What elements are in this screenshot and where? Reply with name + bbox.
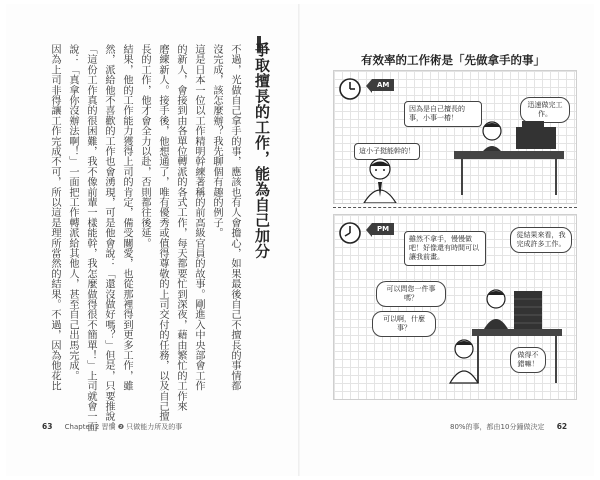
text-column: 長的工作，他才會全力以赴，否則都往後延。	[139, 44, 150, 248]
running-head: Chapter 2 習慣 ❷ 只做能力所及的事	[64, 423, 183, 431]
thought-bubble: 雖然不拿手，慢慢做吧！好像還有時間可以讓我前畫。	[404, 231, 486, 266]
speech-bubble: 可以問您一件事嗎？	[376, 281, 446, 307]
speech-bubble: 從結果來看，我完成許多工作。	[510, 227, 572, 253]
left-page	[6, 4, 300, 476]
right-page	[300, 4, 594, 476]
panel-divider	[333, 207, 577, 208]
worker-at-desk-illustration	[454, 117, 564, 197]
time-tag-am: AM	[372, 79, 394, 91]
left-footer	[42, 422, 182, 432]
speech-bubble: 做得不錯嘛！	[510, 347, 546, 373]
text-column: 的新人，會接到由各單位轉派的各式工作，每天都要忙到深夜，藉由繁忙的工作來	[175, 44, 186, 412]
text-column: 磨練新人。接手後，他想通了，唯有優秀或值得尊敬的上司交付的任務，以及自己擅	[157, 44, 168, 422]
running-head: 80%的事，都由10分鐘做決定	[450, 423, 545, 431]
text-column: 結果，他的工作能力獲得上司的肯定，備受關愛，也從那裡得到更多工作，雖	[121, 44, 132, 391]
comic-panel-am	[333, 70, 577, 204]
text-column: 不過，光做自己拿手的事，應該也有人會擔心，如果最後自己不擅長的事情都	[229, 44, 240, 391]
section-heading: 爭取擅長的工作，能為自己加分	[253, 42, 271, 259]
comic-title: 有效率的工作術是「先做拿手的事」	[361, 53, 545, 67]
clock-icon	[338, 77, 362, 101]
text-column: 這是日本一位以工作精明幹練著稱的前高級官員的故事。剛進入中央部會工作	[193, 44, 204, 391]
busy-worker-illustration	[442, 273, 572, 393]
time-tag-pm: PM	[372, 223, 394, 235]
speech-bubble: 因為是自己擅長的事，小事一樁！	[404, 101, 482, 127]
speech-bubble: 可以啊，什麼事？	[372, 311, 436, 337]
text-column: 沒完成，該怎麼辦？我先聊個有趣的例子。	[211, 44, 222, 238]
text-column: 說：「真拿你沒辦法啊！」一面把工作轉派給其他人，甚至自己出馬完成。	[67, 44, 78, 381]
text-column: 因為上司非得讓工作完成不可，所以這是理所當然的結果。不過，因為他花比	[49, 44, 60, 391]
comic-panel-pm	[333, 214, 577, 400]
text-column: 然，派給他不喜歡的工作也會湧現，可是他會說：「還沒做好嗎？」但是，只要推說：	[103, 44, 114, 432]
boss-illustration	[352, 157, 412, 203]
clock-icon	[338, 221, 362, 245]
right-footer	[450, 422, 567, 432]
speech-bubble: 這小子挺能幹的！	[354, 143, 420, 160]
text-column: 「這份工作真的很困難，我不像前輩一樣能幹，我怎麼做得很不簡單！」上司就會一面	[85, 44, 96, 432]
speech-bubble: 迅速做完工作。	[520, 97, 570, 123]
page-number: 63	[42, 422, 53, 431]
page-number: 62	[556, 422, 568, 431]
book-spread	[6, 4, 594, 476]
